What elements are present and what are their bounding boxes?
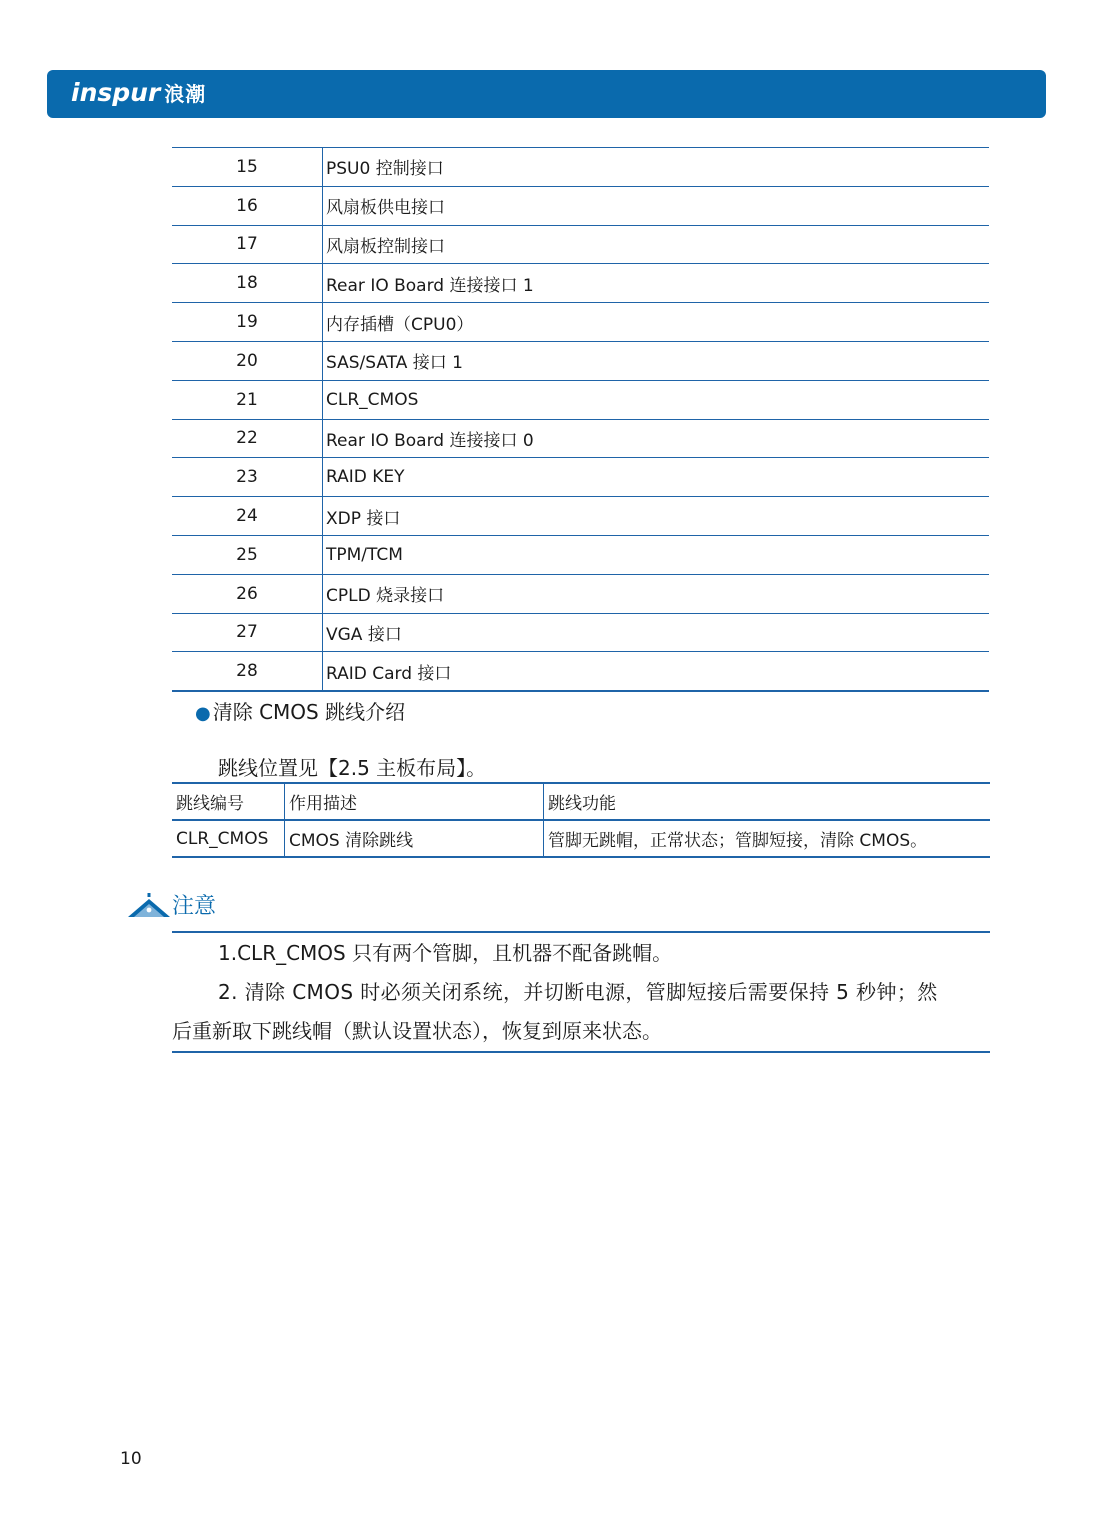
table-header-row: [172, 783, 990, 820]
header-cell-jumper-id: 跳线编号: [172, 783, 285, 820]
row-name: CPLD 烧录接口: [323, 574, 990, 613]
parts-table: [172, 147, 989, 692]
table-row: [172, 225, 989, 264]
notice-line-2: 2. 清除 CMOS 时必须关闭系统，并切断电源，管脚短接后需要保持 5 秒钟；然: [218, 980, 938, 1004]
cell-jumper-id: CLR_CMOS: [172, 820, 285, 857]
section-title-text: 清除 CMOS 跳线介绍: [212, 700, 406, 724]
table-row: [172, 535, 989, 574]
row-number: 23: [172, 458, 323, 497]
header-cell-description: 作用描述: [285, 783, 544, 820]
row-number: 18: [172, 264, 323, 303]
table-row: [172, 458, 989, 497]
logo-cn-text: 浪潮: [164, 82, 207, 106]
table-row: [172, 186, 989, 225]
notice-divider-bottom: [172, 1051, 990, 1053]
row-name: PSU0 控制接口: [323, 148, 990, 187]
header-cell-function: 跳线功能: [544, 783, 991, 820]
row-name: VGA 接口: [323, 613, 990, 652]
row-name: RAID KEY: [323, 458, 990, 497]
notice-line-2-continued: 后重新取下跳线帽（默认设置状态），恢复到原来状态。: [172, 1019, 662, 1043]
row-name: CLR_CMOS: [323, 380, 990, 419]
row-name: 内存插槽（CPU0）: [323, 303, 990, 342]
row-name: 风扇板供电接口: [323, 186, 990, 225]
row-number: 21: [172, 380, 323, 419]
row-name: SAS/SATA 接口 1: [323, 341, 990, 380]
row-name: TPM/TCM: [323, 535, 990, 574]
table-row: [172, 148, 989, 187]
table-row: [172, 264, 989, 303]
notice-label: 注意: [172, 894, 217, 919]
row-number: 17: [172, 225, 323, 264]
table-row: [172, 613, 989, 652]
bullet-icon: ●: [195, 703, 211, 724]
header-bar: [47, 70, 1046, 118]
table-row: [172, 303, 989, 342]
notice-line-1: 1.CLR_CMOS 只有两个管脚，且机器不配备跳帽。: [218, 941, 673, 965]
table-row: [172, 380, 989, 419]
table-row: [172, 341, 989, 380]
jumper-location-text: 跳线位置见【2.5 主板布局】。: [218, 756, 487, 780]
notice-divider-top: [172, 931, 990, 933]
section-title: [195, 696, 405, 725]
notice-heading: [128, 891, 228, 921]
row-number: 25: [172, 535, 323, 574]
table-row: [172, 497, 989, 536]
row-number: 22: [172, 419, 323, 458]
row-number: 28: [172, 652, 323, 691]
logo-text: inspur: [71, 78, 161, 107]
row-number: 24: [172, 497, 323, 536]
table-row: [172, 574, 989, 613]
cell-function: 管脚无跳帽，正常状态；管脚短接，清除 CMOS。: [544, 820, 991, 857]
row-number: 15: [172, 148, 323, 187]
row-name: RAID Card 接口: [323, 652, 990, 691]
row-number: 19: [172, 303, 323, 342]
table-row: [172, 419, 989, 458]
table-row: [172, 652, 989, 691]
page-number: 10: [120, 1449, 142, 1469]
inspur-logo: [71, 79, 206, 108]
row-name: Rear IO Board 连接接口 1: [323, 264, 990, 303]
row-name: Rear IO Board 连接接口 0: [323, 419, 990, 458]
row-number: 16: [172, 186, 323, 225]
jumper-table: [172, 782, 990, 858]
row-name: XDP 接口: [323, 497, 990, 536]
cell-description: CMOS 清除跳线: [285, 820, 544, 857]
row-number: 26: [172, 574, 323, 613]
table-row: [172, 820, 990, 857]
row-number: 20: [172, 341, 323, 380]
row-number: 27: [172, 613, 323, 652]
row-name: 风扇板控制接口: [323, 225, 990, 264]
notice-icon: [128, 891, 170, 919]
